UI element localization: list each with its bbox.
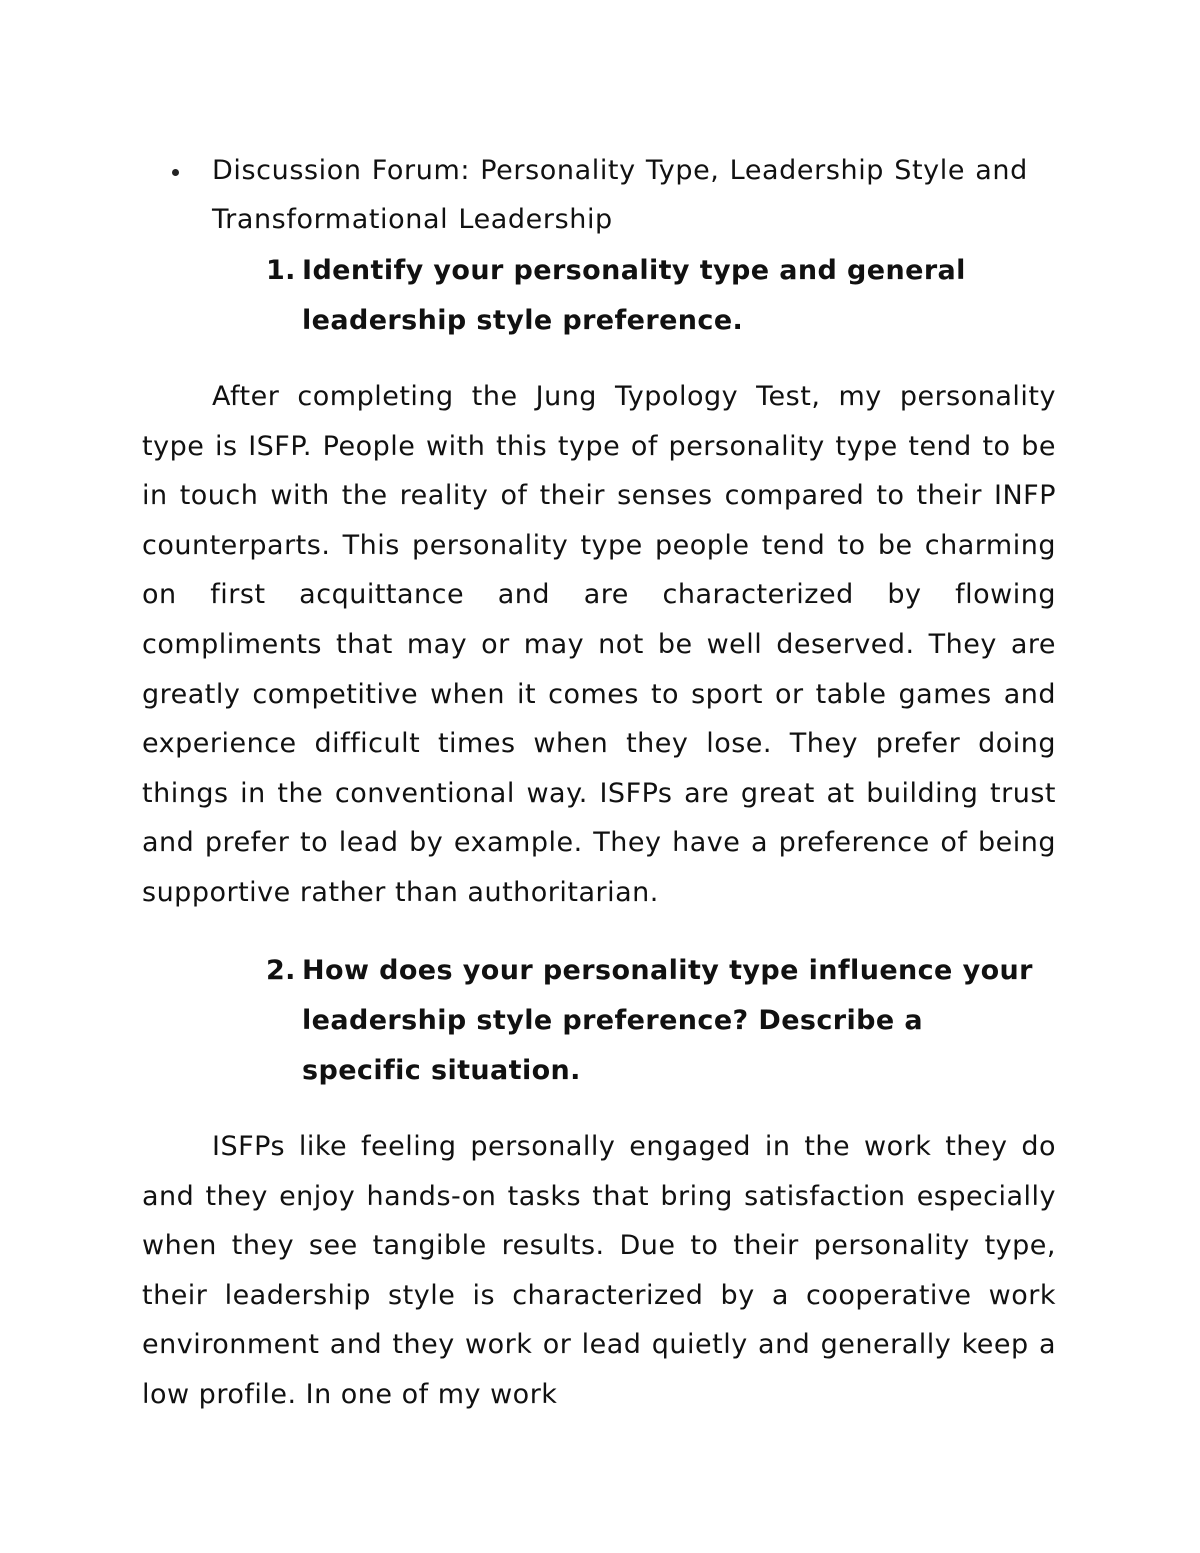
- answer-paragraph-1: After completing the Jung Typology Test, my personality type is ISFP. People with this type of personality type tend to be in touch with the reality of their senses compared to their INFP counterparts. This personality type people tend to be charming on first acquittance and are characterized by flowing compliments that may or may not be well deserved. They are greatly competitive when it comes to sport or table games and experience difficult times when they lose. They prefer doing things in the conventional way. ISFPs are great at building trust and prefer to lead by example. They have a preference of being supportive rather than authoritarian.: [142, 381, 1056, 908]
- question-2-number: 2.: [266, 955, 296, 986]
- question-1-text: Identify your personality type and general leadership style preference.: [302, 255, 966, 336]
- question-1-number: 1.: [266, 255, 296, 286]
- question-2-text: How does your personality type influence your leadership style preference? Describe a specific situation.: [302, 955, 1033, 1086]
- bullet-icon: [172, 169, 179, 176]
- discussion-forum-heading: Discussion Forum: Personality Type, Leadership Style and Transformational Leadership: [212, 155, 1028, 235]
- answer-paragraph-2: ISFPs like feeling personally engaged in the work they do and they enjoy hands-on tasks that bring satisfaction especially when they see tangible results. Due to their personality type, their leadership style is characterized by a cooperative work environment and they work or lead quietly and generally keep a low profile. In one of my work: [142, 1131, 1056, 1410]
